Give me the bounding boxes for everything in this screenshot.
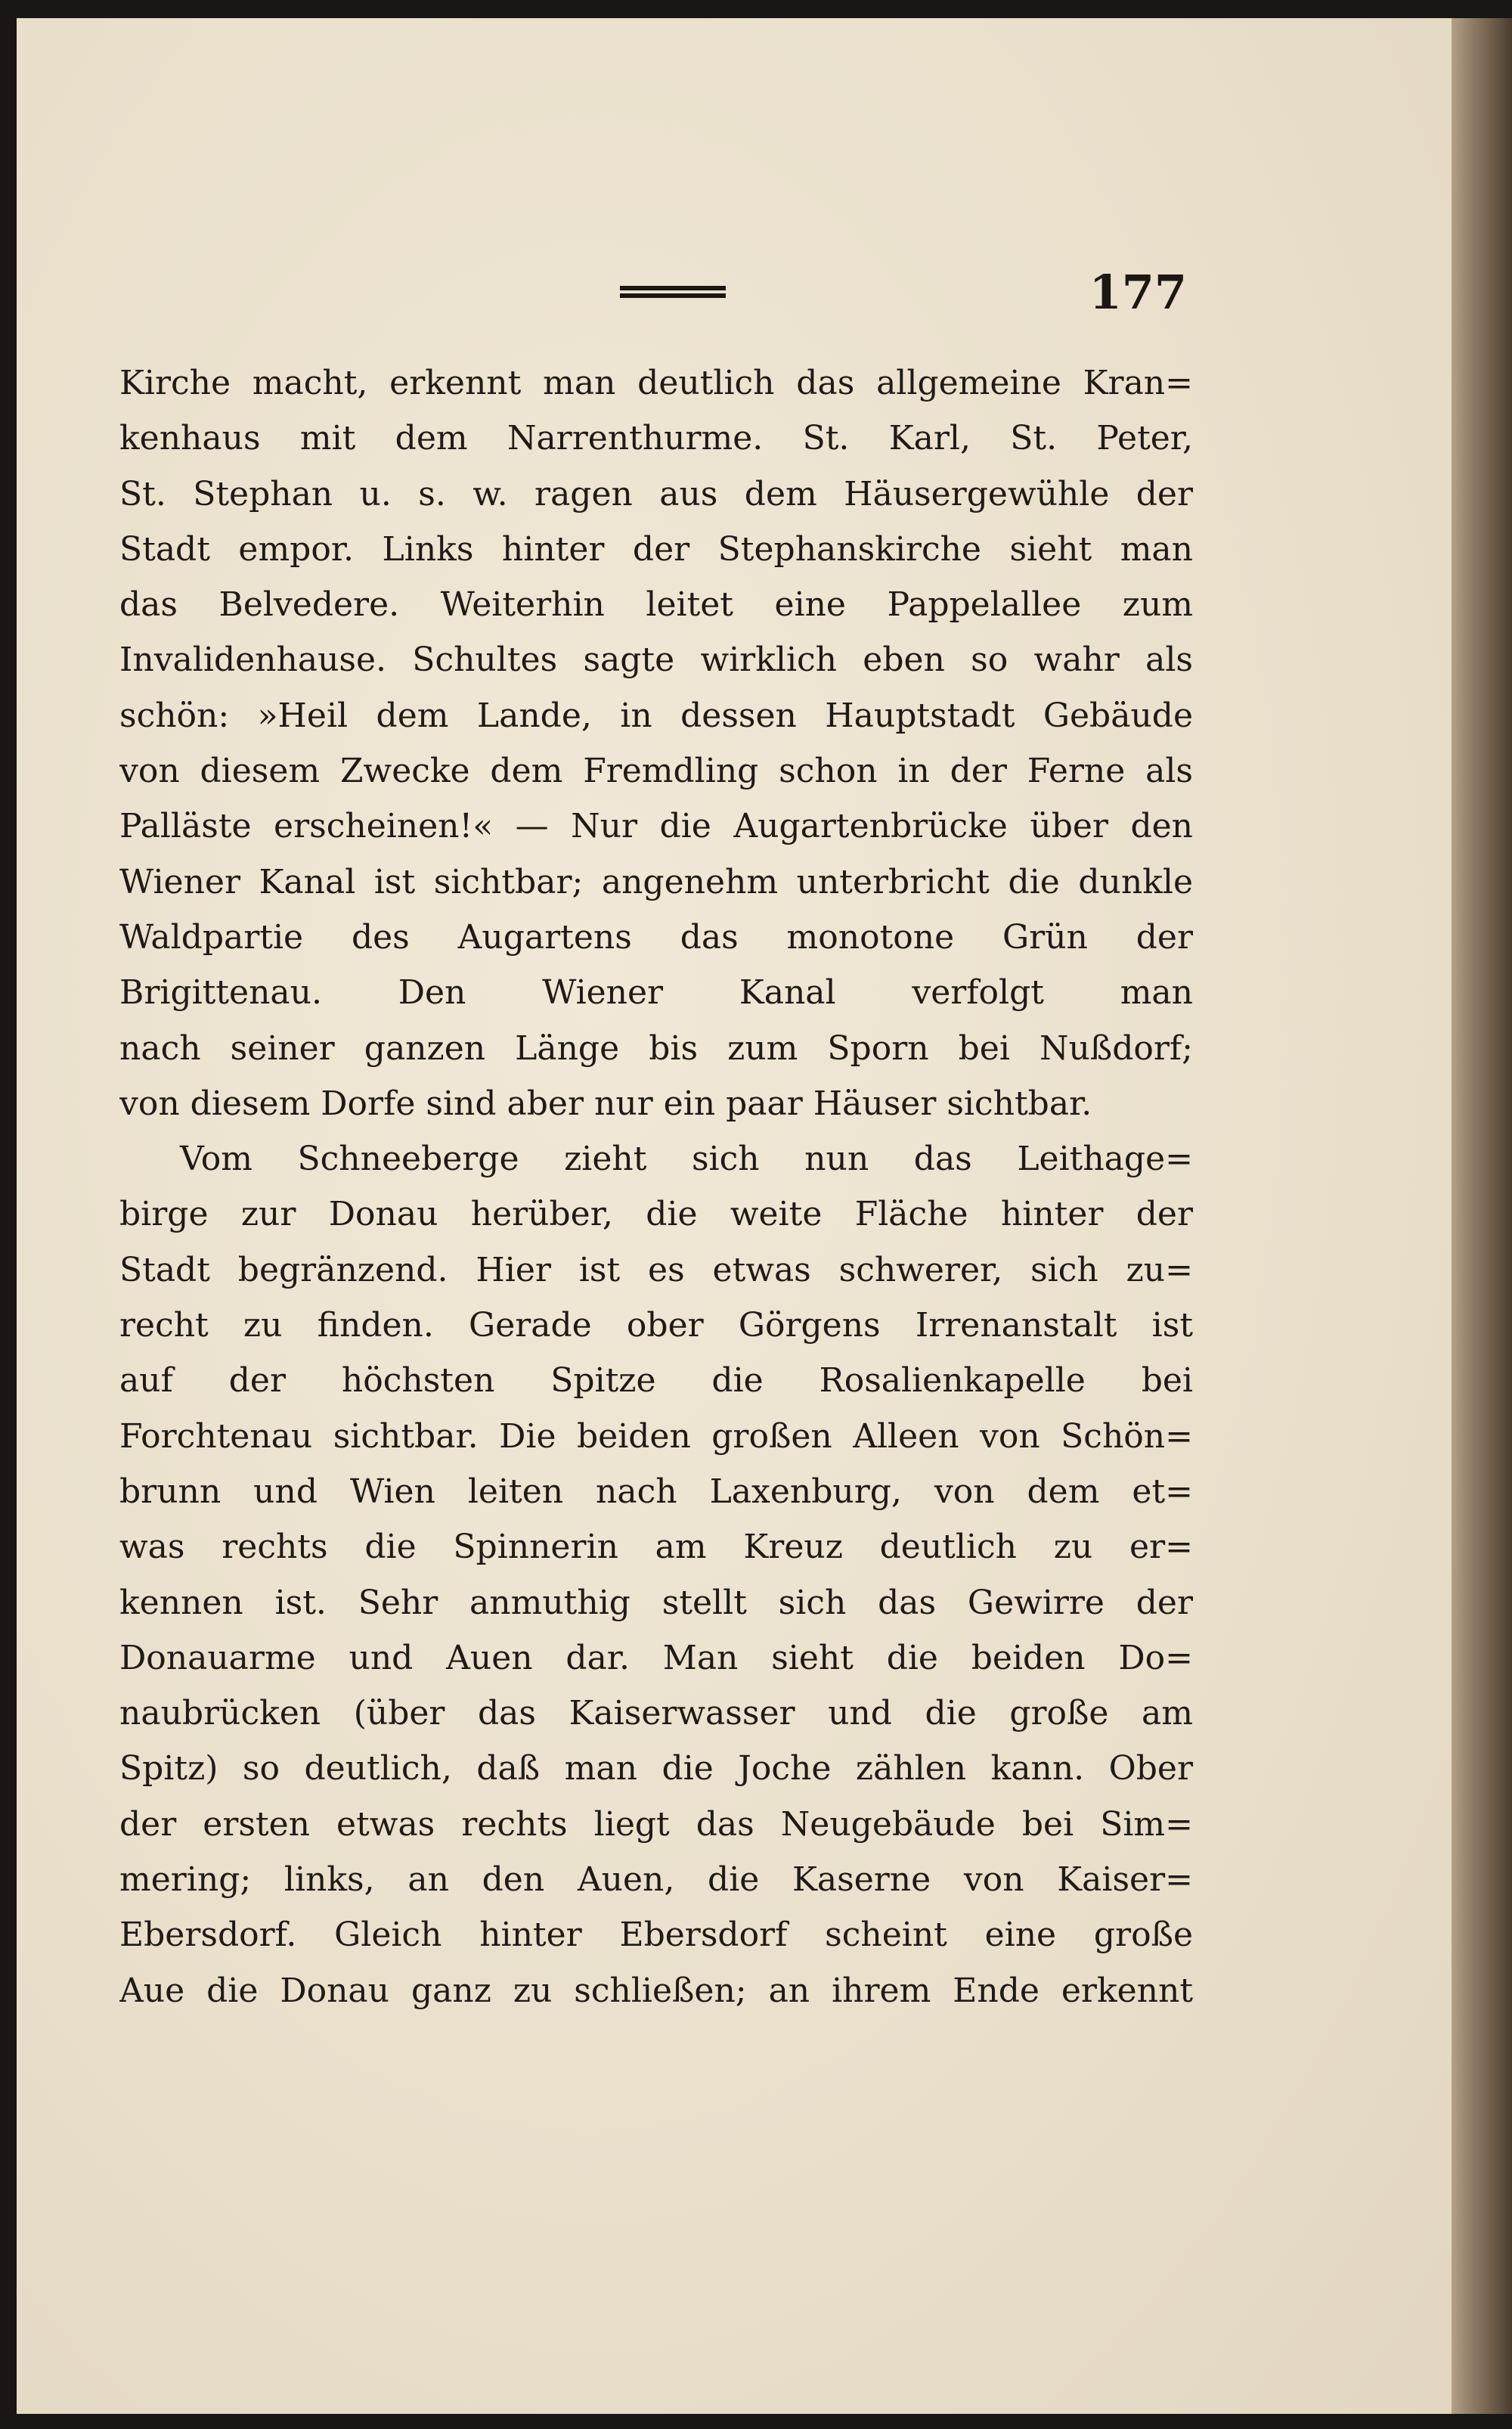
text-line: Spitz) so deutlich, daß man die Joche zählen kann. Ober [119,1749,1193,1788]
text-line: Vom Schneeberge zieht sich nun das Leithage= [180,1140,1193,1179]
text-line: Forchtenau sichtbar. Die beiden großen Alleen von Schön= [119,1416,1193,1456]
text-line: nach seiner ganzen Länge bis zum Sporn bei Nußdorf; [119,1028,1193,1068]
text-line: das Belvedere. Weiterhin leitet eine Pappelallee zum [119,585,1193,625]
text-line: recht zu finden. Gerade ober Görgens Irrenanstalt ist [119,1306,1193,1345]
text-line: Ebersdorf. Gleich hinter Ebersdorf scheint eine große [119,1916,1193,1955]
text-line: Stadt empor. Links hinter der Stephanskirche sieht man [119,529,1193,569]
header-rule [620,286,726,298]
text-line: von diesem Zwecke dem Fremdling schon in der Ferne als [119,752,1193,791]
text-line: der ersten etwas rechts liegt das Neugebäude bei Sim= [119,1804,1193,1844]
text-line: Waldpartie des Augartens das monotone Grün der [119,917,1193,957]
text-line: Invalidenhause. Schultes sagte wirklich eben so wahr als [119,641,1193,680]
text-line: brunn und Wien leiten nach Laxenburg, von dem et= [119,1472,1193,1511]
text-line: St. Stephan u. s. w. ragen aus dem Häusergewühle der [119,474,1193,513]
text-line: Stadt begränzend. Hier ist es etwas schwerer, sich zu= [119,1250,1193,1289]
text-line: kennen ist. Sehr anmuthig stellt sich das Gewirre der [119,1583,1193,1622]
text-line: naubrücken (über das Kaiserwasser und die große am [119,1694,1193,1733]
text-line: Wiener Kanal ist sichtbar; angenehm unterbricht die dunkle [119,862,1193,901]
text-line: birge zur Donau herüber, die weite Fläche hinter der [119,1195,1193,1234]
page-number: 177 [1089,265,1187,320]
text-line: Donauarme und Auen dar. Man sieht die beiden Do= [119,1638,1193,1677]
text-line: Kirche macht, erkennt man deutlich das allgemeine Kran= [119,364,1193,402]
body-text [119,355,1193,2018]
text-line: von diesem Dorfe sind aber nur ein paar Häuser sichtbar. [119,1084,1092,1123]
page-edge [1452,18,1512,2414]
text-line: was rechts die Spinnerin am Kreuz deutlich zu er= [119,1528,1193,1567]
text-line: auf der höchsten Spitze die Rosalienkapelle bei [119,1361,1193,1401]
text-line: Aue die Donau ganz zu schließen; an ihrem Ende erkennt [119,1971,1193,2010]
text-line: Brigittenau. Den Wiener Kanal verfolgt man [119,973,1193,1013]
text-line: mering; links, an den Auen, die Kaserne von Kaiser= [119,1860,1193,1900]
text-line: kenhaus mit dem Narrenthurme. St. Karl, St. Peter, [119,419,1193,458]
text-line: Palläste erscheinen!« — Nur die Augartenbrücke über den [119,807,1193,846]
text-line: schön: »Heil dem Lande, in dessen Hauptstadt Gebäude [119,696,1193,735]
